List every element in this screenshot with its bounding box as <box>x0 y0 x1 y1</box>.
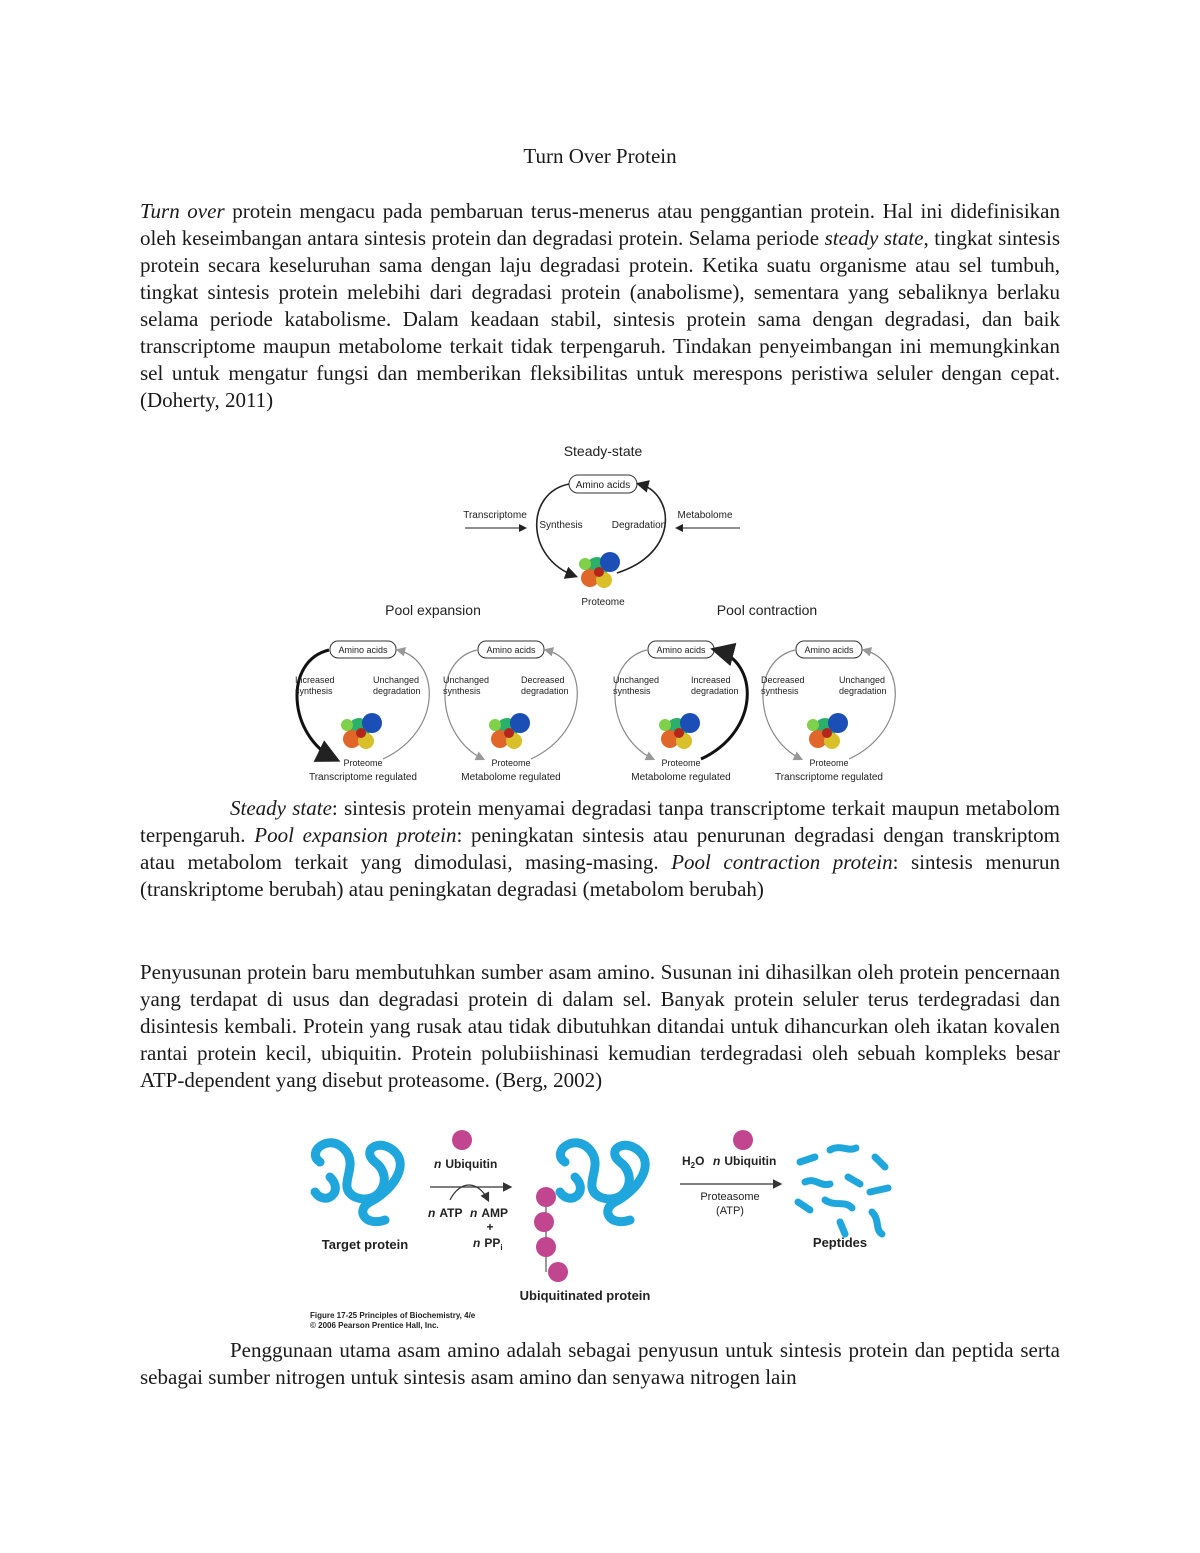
label-n-amp: n AMP <box>470 1206 509 1220</box>
fig1-proteome: Proteome <box>581 597 625 608</box>
ubiquitinated-protein-shape <box>560 1143 645 1222</box>
panel-proteome: Proteome <box>491 758 531 768</box>
panel-synthesis-arrow <box>297 650 335 759</box>
fig1-proteome-image <box>579 552 620 588</box>
panel-caption: Metabolome regulated <box>461 772 561 783</box>
fig1-pool-contraction: Pool contraction <box>716 602 818 618</box>
paragraph-intro <box>140 198 1060 414</box>
ubiquitin-chain-ball-4 <box>548 1262 568 1282</box>
fig1-panel <box>443 641 577 783</box>
panel-right-label-2: degradation <box>373 686 421 696</box>
term-pool-contraction: Pool contraction protein <box>671 850 893 874</box>
ubiquitin-ball-1 <box>452 1130 472 1150</box>
paragraph-figure-caption <box>140 795 1060 903</box>
label-n-atp: n ATP <box>428 1206 463 1220</box>
peptides-shape <box>798 1148 888 1234</box>
ubiquitin-chain-ball-3 <box>536 1237 556 1257</box>
panel-synthesis-arrow <box>445 650 483 759</box>
panel-amino-acids: Amino acids <box>804 645 854 655</box>
term-steady-state-2: Steady state <box>230 796 332 820</box>
label-proteasome: Proteasome <box>700 1191 760 1203</box>
panel-right-label-2: degradation <box>691 686 739 696</box>
panel-amino-acids: Amino acids <box>486 645 536 655</box>
panel-synthesis-arrow <box>615 650 653 759</box>
label-n-ubiquitin: n Ubiquitin <box>434 1157 498 1171</box>
caption-text-1: : sintesis protein menyamai degradasi tanpa transcriptome terkait maupun metabolom terpengaruh. <box>140 796 1061 847</box>
fig1-panel <box>613 641 747 783</box>
panel-degradation-arrow <box>531 650 577 759</box>
panel-proteome-image <box>659 713 700 749</box>
fig1-panel <box>761 641 895 783</box>
fig1-metabolome: Metabolome <box>677 510 733 521</box>
label-n-ubiquitin-2: n Ubiquitin <box>713 1154 777 1168</box>
panel-amino-acids: Amino acids <box>656 645 706 655</box>
label-ubiquitinated-protein: Ubiquitinated protein <box>519 1288 651 1303</box>
panel-left-label-1: Increased <box>295 675 335 685</box>
panel-proteome: Proteome <box>809 758 849 768</box>
fig1-synthesis: Synthesis <box>539 520 583 531</box>
caption-text-3: : sintesis menurun (transkriptome berubah) atau peningkatan degradasi (metabolom berubah) <box>140 850 1060 901</box>
panel-caption: Transcriptome regulated <box>308 772 418 783</box>
panel-amino-acids: Amino acids <box>338 645 388 655</box>
label-target-protein: Target protein <box>321 1237 409 1252</box>
panel-right-label-2: degradation <box>521 686 569 696</box>
panel-left-label-1: Unchanged <box>613 675 660 685</box>
paragraph-ubiquitin: Penyusunan protein baru membutuhkan sumber asam amino. Susunan ini dihasilkan oleh protein pencernaan yang terdapat di usus dan degradasi protein di dalam sel. Banyak protein seluler terus terdegradasi dan disintesis kembali. Protein yang rusak atau tidak dibutuhkan ditandai untuk dihancurkan oleh ikatan kovalen rantai protein kecil, ubiquitin. Protein polubiishinasi kemudian terdegradasi oleh sebuah kompleks besar ATP-dependent yang disebut proteasome. (Berg, 2002) <box>140 960 1060 1092</box>
panel-caption: Transcriptome regulated <box>774 772 884 783</box>
fig1-panel <box>295 641 429 783</box>
panel-left-label-2: synthesis <box>295 686 333 696</box>
ubiquitin-chain-ball-2 <box>534 1212 554 1232</box>
panel-right-label-2: degradation <box>839 686 887 696</box>
fig1-title: Steady-state <box>563 443 643 459</box>
label-proteasome-atp: (ATP) <box>716 1205 744 1217</box>
panel-proteome-image <box>807 713 848 749</box>
page-title: Turn Over Protein <box>523 144 677 168</box>
paragraph-amino-acid-use: Penggunaan utama asam amino adalah sebagai penyusun untuk sintesis protein dan peptida serta sebagai sumber nitrogen untuk sintesis asam amino dan senyawa nitrogen lain <box>140 1338 1060 1389</box>
figure-protein-turnover <box>285 438 925 793</box>
panel-left-label-1: Decreased <box>761 675 805 685</box>
term-turn-over: Turn over <box>140 199 225 223</box>
panel-caption: Metabolome regulated <box>631 772 731 783</box>
figure-credit-2: © 2006 Pearson Prentice Hall, Inc. <box>310 1321 439 1330</box>
fig1-pool-expansion: Pool expansion <box>385 602 481 618</box>
fig1-transcriptome: Transcriptome <box>463 510 527 521</box>
term-pool-expansion: Pool expansion protein <box>254 823 457 847</box>
label-n-ppi: n $PP_i$ <box>473 1236 503 1252</box>
fig1-degradation: Degradation <box>611 520 667 531</box>
target-protein-shape <box>315 1143 400 1222</box>
term-steady-state: steady state <box>824 226 924 250</box>
ubiquitin-ball-2 <box>733 1130 753 1150</box>
panel-degradation-arrow <box>849 650 895 759</box>
label-h2o: $H_2O$ <box>682 1154 705 1170</box>
panel-left-label-1: Unchanged <box>443 675 490 685</box>
figure-credit-1: Figure 17-25 Principles of Biochemistry, 4/e <box>310 1311 476 1320</box>
paragraph-intro-text-2: , tingkat sintesis protein secara keseluruhan sama dengan laju degradasi protein. Ketika suatu organisme atau sel tumbuh, tingkat sintesis protein melebihi dari degradasi protein (anabolisme), sementara yang sebaliknya berlaku selama periode katabolisme. Dalam keadaan stabil, sintesis protein sama dengan degradasi, dan baik transcriptome maupun metabolome terkait tidak terpengaruh. Tindakan penyeimbangan ini memungkinkan sel untuk mengatur fungsi dan memberikan fleksibilitas untuk merespons peristiwa seluler dengan cepat. (Doherty, 2011) <box>140 226 1060 412</box>
fig1-panels <box>295 641 895 783</box>
panel-proteome-image <box>341 713 382 749</box>
panel-degradation-arrow <box>701 650 747 759</box>
label-peptides: Peptides <box>812 1235 868 1250</box>
panel-proteome: Proteome <box>343 758 383 768</box>
panel-left-label-2: synthesis <box>443 686 481 696</box>
fig1-amino-acids: Amino acids <box>575 480 631 491</box>
panel-right-label-1: Unchanged <box>373 675 420 685</box>
caption-text-2: : peningkatan sintesis atau penurunan degradasi dengan transkriptom atau metabolom terkait yang dimodulasi, masing-masing. <box>140 823 1060 874</box>
ubiquitin-chain-ball-1 <box>536 1187 556 1207</box>
panel-left-label-2: synthesis <box>613 686 651 696</box>
panel-left-label-2: synthesis <box>761 686 799 696</box>
panel-right-label-1: Decreased <box>521 675 565 685</box>
panel-right-label-1: Increased <box>691 675 731 685</box>
panel-proteome-image <box>489 713 530 749</box>
panel-synthesis-arrow <box>763 650 801 759</box>
figure-ubiquitin-pathway <box>300 1122 900 1334</box>
panel-proteome: Proteome <box>661 758 701 768</box>
label-plus: + <box>486 1220 494 1234</box>
panel-degradation-arrow <box>383 650 429 759</box>
paragraph-intro-text-1: protein mengacu pada pembaruan terus-menerus atau penggantian protein. Hal ini didefinisikan oleh keseimbangan antara sintesis protein dan degradasi protein. Selama periode <box>140 199 1060 250</box>
panel-right-label-1: Unchanged <box>839 675 886 685</box>
